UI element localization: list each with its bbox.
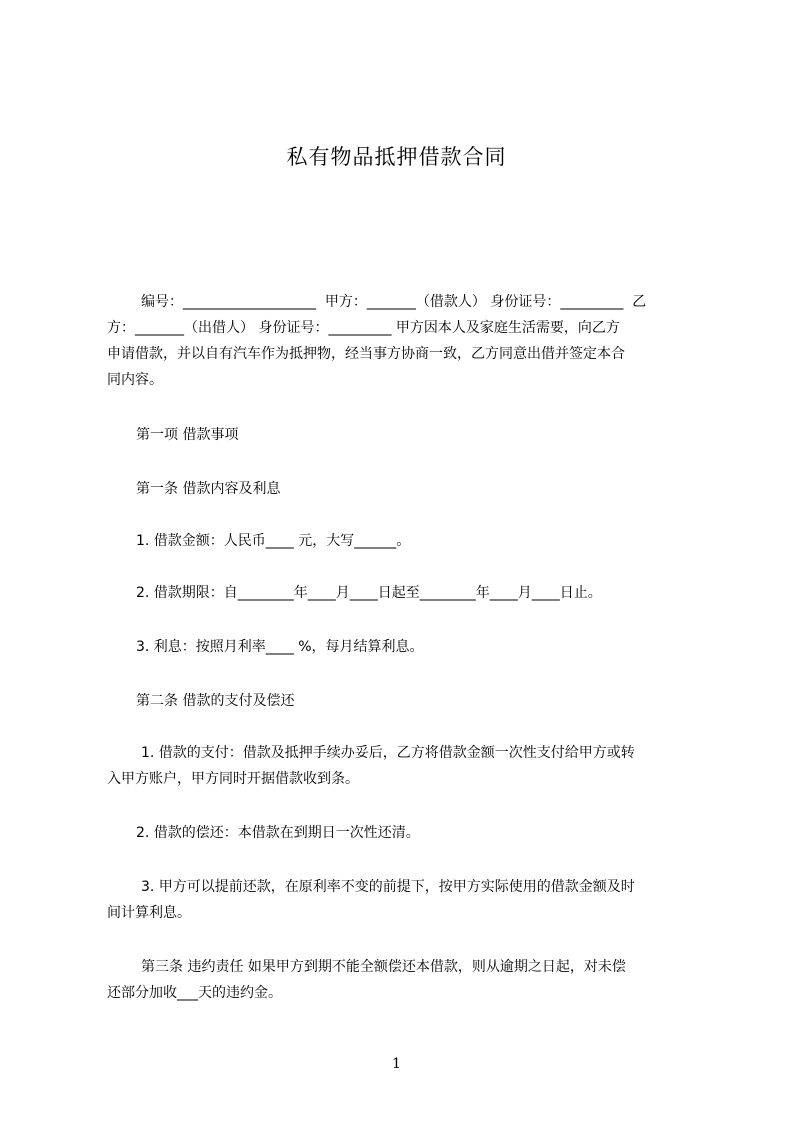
clause-1-3: 3. 利息：按照月利率____ %，每月结算利息。 [136,639,424,655]
article-heading-2: 第二条 借款的支付及偿还 [136,693,295,709]
clause-1-2: 2. 借款期限：自________年____月____日起至________年____月____日止。 [136,585,602,601]
page-number: 1 [392,1056,401,1072]
article-3-line-1: 第三条 违约责任 如果甲方到期不能全额偿还本借款，则从逾期之日起，对未偿 [141,959,626,975]
document-title: 私有物品抵押借款合同 [286,145,507,169]
intro-line-1: 编号：___________________ 甲方：_______（借款人） 身份证号：_________ 乙 [141,294,647,310]
clause-2-2: 2. 借款的偿还：本借款在到期日一次性还清。 [136,825,420,841]
article-3-line-2: 还部分加收___天的违约金。 [107,985,282,1001]
intro-line-3: 申请借款，并以自有汽车作为抵押物，经当事方协商一致，乙方同意出借并签定本合 [107,346,625,362]
clause-2-1-line-1: 1. 借款的支付：借款及抵押手续办妥后，乙方将借款金额一次性支付给甲方或转 [141,745,635,761]
article-heading-1: 第一条 借款内容及利息 [136,481,281,497]
intro-line-2: 方：_______（出借人） 身份证号：_________ 甲方因本人及家庭生活需要，向乙方 [107,320,620,336]
clause-2-3-line-2: 间计算利息。 [107,905,191,921]
clause-1-1: 1. 借款金额：人民币____ 元，大写______。 [136,533,411,549]
clause-2-1-line-2: 入甲方账户，甲方同时开据借款收到条。 [107,771,359,787]
section-heading-1: 第一项 借款事项 [136,427,239,443]
clause-2-3-line-1: 3. 甲方可以提前还款，在原利率不变的前提下，按甲方实际使用的借款金额及时 [141,879,635,895]
intro-line-4: 同内容。 [107,372,163,388]
